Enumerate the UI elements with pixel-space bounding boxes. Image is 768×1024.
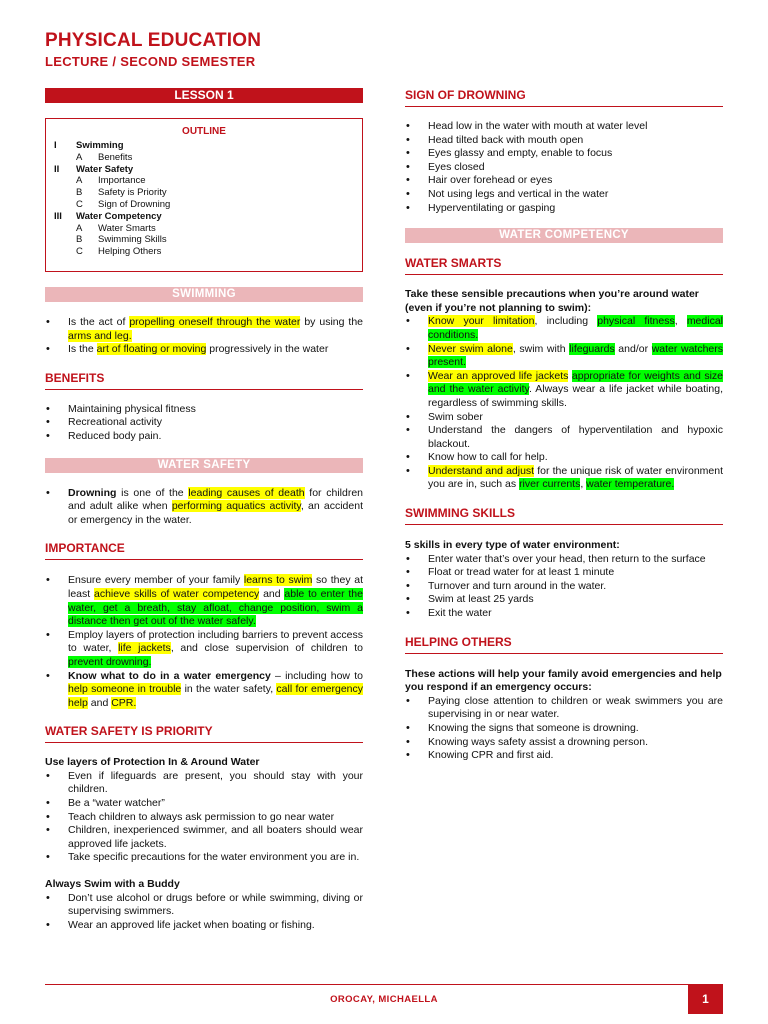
priority-layers-list	[45, 770, 363, 865]
document-title: PHYSICAL EDUCATION	[45, 30, 262, 51]
text-segment: Teach children to always ask permission to go near water	[68, 810, 335, 823]
outline-list	[54, 140, 354, 258]
helping-others-intro: These actions will help your family avoid emergencies and help you respond if an emergency occurs:	[405, 667, 722, 694]
text-segment: ,	[674, 315, 687, 328]
text-segment: Drowning	[68, 486, 117, 499]
highlighted-text: water watchers present.	[428, 342, 724, 369]
outline-item-letter: A	[76, 151, 83, 163]
lesson-bar: LESSON 1	[45, 88, 363, 103]
highlighted-text: prevent drowning.	[68, 655, 152, 668]
text-segment: is one of the	[116, 486, 189, 499]
list-item	[405, 147, 723, 161]
highlighted-text: physical fitness	[597, 315, 675, 328]
text-segment: Swim sober	[428, 410, 483, 423]
list-item	[45, 851, 363, 865]
swimming-skills-heading: SWIMMING SKILLS	[405, 506, 723, 525]
footer-author: OROCAY, MICHAELLA	[330, 994, 438, 1005]
list-item	[45, 430, 363, 444]
list-item	[45, 770, 363, 797]
water-safety-list	[45, 487, 363, 528]
list-item	[405, 134, 723, 148]
highlighted-text: leading causes of death	[188, 486, 305, 499]
outline-item-letter: B	[76, 234, 83, 246]
list-item	[45, 811, 363, 825]
highlighted-text: Never swim alone	[428, 342, 513, 355]
benefits-list	[45, 403, 363, 444]
list-item	[45, 487, 363, 528]
text-segment: Hyperventilating or gasping	[428, 201, 556, 214]
list-item	[45, 824, 363, 851]
list-item	[405, 343, 723, 370]
highlighted-text: call for emergency help	[68, 683, 363, 709]
right-column	[405, 88, 723, 763]
text-segment: for children and adult alike when	[68, 486, 364, 513]
list-item	[405, 161, 723, 175]
text-segment: Eyes glassy and empty, enable to focus	[428, 147, 613, 160]
highlighted-text: river currents	[519, 478, 581, 491]
list-item	[45, 670, 363, 711]
text-segment: , and close supervision of children to	[170, 642, 363, 655]
footer-rule	[45, 984, 723, 985]
importance-heading: IMPORTANCE	[45, 541, 363, 560]
list-item	[45, 629, 363, 670]
outline-item-text: Water Safety	[76, 163, 134, 175]
list-item	[405, 202, 723, 216]
list-item	[405, 749, 723, 763]
swimming-list	[45, 316, 363, 357]
list-item	[405, 553, 723, 567]
document-subtitle: LECTURE / SECOND SEMESTER	[45, 54, 256, 69]
outline-item-text: Water Smarts	[98, 222, 156, 234]
highlighted-text: Understand and adjust	[428, 464, 535, 477]
importance-list	[45, 574, 363, 710]
text-segment: and/or	[614, 342, 652, 355]
outline-item-number: I	[54, 140, 57, 151]
helping-others-list	[405, 695, 723, 763]
text-segment: Know how to call for help.	[428, 451, 548, 464]
text-segment: Take specific precautions for the water environment you are in.	[68, 851, 360, 864]
outline-item-letter: A	[76, 222, 83, 234]
outline-item-text: Water Competency	[76, 210, 162, 222]
outline-item-text: Swimming Skills	[98, 234, 167, 246]
outline-title: OUTLINE	[182, 126, 226, 137]
water-competency-bar: WATER COMPETENCY	[405, 228, 723, 243]
water-smarts-intro: Take these sensible precautions when you’re around water (even if you’re not planning to swim):	[405, 288, 699, 314]
text-segment: Knowing CPR and first aid.	[428, 749, 554, 762]
list-item	[45, 797, 363, 811]
text-segment: Ensure every member of your family	[68, 574, 244, 587]
left-column	[45, 88, 363, 932]
list-item	[405, 607, 723, 621]
text-segment: Knowing ways safety assist a drowning person.	[428, 735, 649, 748]
list-item	[405, 451, 723, 465]
highlighted-text: learns to swim	[243, 574, 313, 587]
list-item	[45, 892, 363, 919]
helping-others-heading: HELPING OTHERS	[405, 635, 723, 654]
outline-item-text: Swimming	[76, 140, 124, 151]
highlighted-text: propelling oneself through the water	[129, 316, 301, 328]
list-item	[405, 315, 723, 342]
outline-item	[54, 140, 354, 152]
text-segment: Know what to do in a water emergency	[68, 669, 271, 682]
highlighted-text: life jackets	[118, 642, 171, 655]
text-segment: , swim with	[512, 342, 570, 355]
list-item	[405, 424, 723, 451]
outline-item-letter: B	[76, 187, 83, 199]
text-segment: Maintaining physical fitness	[68, 402, 196, 415]
drowning-heading: SIGN OF DROWNING	[405, 88, 723, 107]
text-segment: Knowing the signs that someone is drowning.	[428, 722, 639, 734]
text-segment: – including how to	[270, 669, 363, 682]
text-segment: Head tilted back with mouth open	[428, 133, 584, 146]
text-segment: Exit the water	[428, 607, 492, 620]
highlighted-text: performing aquatics activity	[171, 500, 301, 513]
highlighted-text: lifeguards	[569, 342, 615, 355]
highlighted-text: CPR.	[111, 696, 137, 709]
outline-item	[54, 199, 354, 211]
highlighted-text: art of floating or moving	[96, 343, 207, 356]
outline-item-text: Safety is Priority	[98, 187, 167, 199]
text-segment: Children, inexperienced swimmer, and all boaters should wear approved life jackets.	[68, 824, 363, 850]
list-item	[45, 416, 363, 430]
outline-item-letter: C	[76, 246, 83, 258]
text-segment: and	[259, 587, 285, 600]
water-safety-bar: WATER SAFETY	[45, 458, 363, 473]
text-segment: Wear an approved life jacket when boating or fishing.	[68, 918, 315, 931]
text-segment: Swim at least 25 yards	[428, 593, 534, 606]
outline-item	[54, 164, 354, 176]
highlighted-text: Wear an approved life jackets	[428, 369, 569, 382]
list-item	[405, 120, 723, 134]
list-item	[405, 736, 723, 750]
text-segment: Employ layers of protection including barriers to prevent access to water,	[68, 628, 363, 655]
list-item	[405, 174, 723, 188]
outline-item-text: Benefits	[98, 151, 133, 163]
outline-item	[54, 175, 354, 187]
priority-subheading-buddy: Always Swim with a Buddy	[45, 878, 180, 891]
text-segment: progressively in the water	[206, 343, 329, 356]
outline-item-number: III	[54, 210, 62, 222]
outline-item-letter: A	[76, 175, 83, 187]
text-segment: Don’t use alcohol or drugs before or while swimming, diving or supervising swimmers.	[68, 891, 363, 918]
water-smarts-heading: WATER SMARTS	[405, 256, 723, 275]
text-segment: Reduced body pain.	[68, 429, 162, 442]
text-segment: Not using legs and vertical in the water	[428, 187, 609, 200]
list-item	[405, 566, 723, 580]
swimming-bar: SWIMMING	[45, 287, 363, 302]
outline-item	[54, 187, 354, 199]
text-segment: Head low in the water with mouth at water level	[428, 120, 648, 132]
text-segment: Eyes closed	[428, 160, 485, 173]
text-segment: ,	[580, 478, 587, 491]
list-item	[45, 343, 363, 357]
text-segment: Float or tread water for at least 1 minute	[428, 566, 615, 579]
text-segment: Even if lifeguards are present, you should stay with your children.	[68, 769, 363, 796]
list-item	[405, 580, 723, 594]
outline-item-number: II	[54, 163, 60, 175]
list-item	[405, 188, 723, 202]
text-segment: for the unique risk of water environment you are in, such as	[428, 464, 723, 491]
outline-item-text: Importance	[98, 175, 146, 187]
text-segment: Paying close attention to children or weak swimmers you are supervising in or near water.	[428, 694, 723, 721]
outline-item	[54, 223, 354, 235]
text-segment: and	[87, 696, 112, 709]
page-number: 1	[688, 984, 723, 1014]
priority-buddy-list	[45, 892, 363, 933]
swimming-skills-list	[405, 553, 723, 621]
highlighted-text: appropriate for weights and size and the water activity	[428, 369, 723, 396]
outline-item	[54, 211, 354, 223]
benefits-heading: BENEFITS	[45, 371, 363, 390]
priority-heading: WATER SAFETY IS PRIORITY	[45, 724, 363, 743]
highlighted-text: arms and leg.	[68, 329, 132, 342]
text-segment: so they at least	[68, 574, 363, 600]
text-segment: Turnover and turn around in the water.	[428, 579, 607, 592]
outline-item	[54, 246, 354, 258]
highlighted-text: help someone in trouble	[68, 683, 182, 696]
outline-item-text: Helping Others	[98, 246, 162, 258]
priority-subheading-layers: Use layers of Protection In & Around Water	[45, 756, 260, 769]
text-segment: Recreational activity	[68, 416, 162, 429]
text-segment: Enter water that’s over your head, then return to the surface	[428, 552, 706, 565]
text-segment: Is the act of	[68, 316, 130, 328]
text-segment: by using the	[300, 316, 363, 328]
text-segment: Is the	[68, 343, 97, 356]
text-segment: in the water safety,	[181, 683, 277, 696]
list-item	[405, 593, 723, 607]
highlighted-text: Know your limitation	[428, 315, 535, 328]
list-item	[405, 370, 723, 411]
water-smarts-list	[405, 315, 723, 492]
list-item	[405, 722, 723, 736]
outline-box	[45, 118, 363, 272]
highlighted-text: water temperature.	[586, 478, 675, 491]
list-item	[45, 316, 363, 343]
text-segment: , including	[534, 315, 598, 328]
list-item	[45, 919, 363, 933]
highlighted-text: achieve skills of water competency	[94, 587, 260, 600]
outline-item	[54, 152, 354, 164]
text-segment: , an accident or emergency in the water.	[68, 500, 363, 526]
outline-item-letter: C	[76, 198, 83, 210]
list-item	[405, 411, 723, 425]
list-item	[45, 403, 363, 417]
highlighted-text: medical conditions.	[428, 315, 723, 341]
text-segment: Be a “water watcher”	[68, 797, 165, 810]
list-item	[405, 695, 723, 722]
text-segment: Hair over forehead or eyes	[428, 174, 553, 187]
list-item	[45, 574, 363, 628]
drowning-list	[405, 120, 723, 215]
outline-item	[54, 234, 354, 246]
outline-item-text: Sign of Drowning	[98, 198, 171, 210]
text-segment: Understand the dangers of hyperventilation and hypoxic blackout.	[428, 424, 723, 450]
highlighted-text: able to enter the water, get a breath, stay afloat, change position, swim a distance then get out of the water safely.	[68, 587, 363, 628]
swimming-skills-intro: 5 skills in every type of water environment:	[405, 539, 620, 552]
list-item	[405, 465, 723, 492]
text-segment: . Always wear a life jacket while boating, regardless of swimming skills.	[428, 383, 723, 409]
